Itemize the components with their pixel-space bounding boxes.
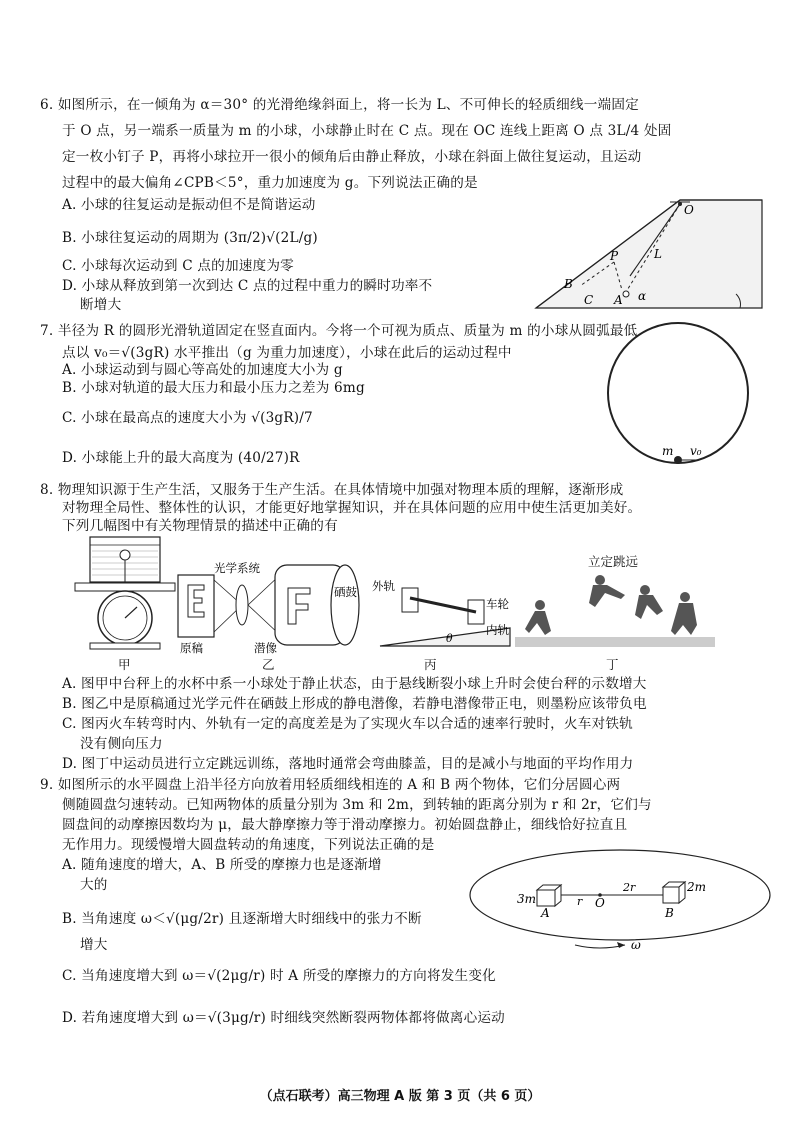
caption-bing: 丙 bbox=[424, 657, 437, 672]
q8-option-d: D. 图丁中运动员进行立定跳远训练，落地时通常会弯曲膝盖，目的是减小与地面的平均作用力 bbox=[62, 756, 634, 772]
fig-label-r: r bbox=[577, 895, 583, 908]
fig-label-v0: v₀ bbox=[690, 444, 702, 458]
q9-option-b-cont: 增大 bbox=[80, 937, 108, 953]
figure-yi-copier bbox=[170, 560, 370, 655]
q9-line-4: 无作用力。现缓慢增大圆盘转动的角速度，下列说法正确的是 bbox=[62, 837, 435, 853]
q8-option-c: C. 图丙火车转弯时内、外轨有一定的高度差是为了实现火车以合适的速率行驶时，火车对铁轨 bbox=[62, 716, 633, 732]
q8-line-2: 对物理全局性、整体性的认识，才能更好地掌握知识，并在具体问题的应用中使生活更加美好。 bbox=[62, 500, 642, 516]
page-footer: （点石联考）高三物理 A 版 第 3 页（共 6 页） bbox=[259, 1089, 541, 1104]
q9-option-c: C. 当角速度增大到 ω＝√(2μg/r) 时 A 所受的摩擦力的方向将发生变化 bbox=[62, 968, 496, 984]
q9-line-3: 圆盘间的动摩擦因数均为 μ，最大静摩擦力等于滑动摩擦力。初始圆盘静止，细线恰好拉直且 bbox=[62, 817, 628, 833]
q6-option-a: A. 小球的往复运动是振动但不是简谐运动 bbox=[62, 197, 316, 213]
q7-option-b: B. 小球对轨道的最大压力和最小压力之差为 6mg bbox=[62, 380, 365, 396]
label-optical: 光学系统 bbox=[214, 561, 260, 575]
q6-line-4: 过程中的最大偏角∠CPB＜5°，重力加速度为 g。下列说法正确的是 bbox=[62, 175, 478, 191]
q6-line-3: 定一枚小钉子 P，再将小球拉开一很小的倾角后由静止释放，小球在斜面上做往复运动，且运动 bbox=[62, 149, 642, 165]
q8-option-c-cont: 没有侧向压力 bbox=[80, 736, 163, 752]
label-inner: 内轨 bbox=[486, 623, 509, 637]
caption-yi: 乙 bbox=[262, 657, 275, 672]
fig-label-block-b: B bbox=[665, 906, 674, 920]
fig-label-p: P bbox=[610, 249, 619, 263]
label-wheel: 车轮 bbox=[486, 597, 509, 611]
q6-option-c: C. 小球每次运动到 C 点的加速度为零 bbox=[62, 258, 294, 274]
q6-option-d-cont: 断增大 bbox=[80, 297, 122, 313]
fig-label-omega: ω bbox=[631, 938, 641, 952]
label-outer: 外轨 bbox=[372, 579, 395, 593]
label-theta: θ bbox=[446, 632, 453, 645]
fig-label-2m: 2m bbox=[687, 880, 707, 894]
figure-bing-train bbox=[370, 570, 520, 650]
q8-option-b: B. 图乙中是原稿通过光学元件在硒鼓上形成的静电潜像，若静电潜像带正电，则墨粉应该带负电 bbox=[62, 696, 647, 712]
label-drum: 硒鼓 bbox=[334, 585, 357, 599]
circular-track-figure bbox=[600, 315, 760, 475]
caption-jia: 甲 bbox=[118, 657, 131, 672]
q6-line-1: 6. 如图所示，在一倾角为 α＝30° 的光滑绝缘斜面上，将一长为 L、不可伸长的轻质细线一端固定 bbox=[40, 97, 639, 113]
q7-option-a: A. 小球运动到与圆心等高处的加速度大小为 g bbox=[62, 362, 343, 378]
caption-ding: 丁 bbox=[606, 657, 619, 672]
q7-option-d: D. 小球能上升的最大高度为 (40/27)R bbox=[62, 450, 300, 466]
figure-jia-scale bbox=[70, 535, 180, 650]
label-jump-title: 立定跳远 bbox=[588, 554, 639, 569]
fig-label-3m: 3m bbox=[517, 892, 537, 906]
q6-option-d: D. 小球从释放到第一次到达 C 点的过程中重力的瞬时功率不 bbox=[62, 278, 433, 294]
fig-label-alpha: α bbox=[638, 289, 647, 303]
q9-option-a: A. 随角速度的增大，A、B 所受的摩擦力也是逐渐增 bbox=[62, 857, 382, 873]
fig-label-b: B bbox=[564, 277, 573, 291]
q7-line-1: 7. 半径为 R 的圆形光滑轨道固定在竖直面内。今将一个可视为质点、质量为 m 的小球从圆弧最低 bbox=[40, 323, 638, 339]
q9-line-2: 侧随圆盘匀速转动。已知两物体的质量分别为 3m 和 2m，到转轴的距离分别为 r 和 2r，它们与 bbox=[62, 797, 652, 813]
q8-line-1: 8. 物理知识源于生产生活，又服务于生产生活。在具体情境中加强对物理本质的理解，逐渐形成 bbox=[40, 482, 624, 498]
fig-label-l: L bbox=[654, 247, 662, 261]
q7-option-c: C. 小球在最高点的速度大小为 √(3gR)/7 bbox=[62, 410, 313, 426]
rotating-disk-figure bbox=[465, 845, 775, 955]
q9-line-1: 9. 如图所示的水平圆盘上沿半径方向放着用轻质细线相连的 A 和 B 两个物体，它们分居圆心两 bbox=[40, 777, 621, 793]
q8-line-3: 下列几幅图中有关物理情景的描述中正确的有 bbox=[62, 518, 338, 534]
label-latent: 潜像 bbox=[254, 641, 277, 655]
q8-option-a: A. 图甲中台秤上的水杯中系一小球处于静止状态，由于悬线断裂小球上升时会使台秤的示数增大 bbox=[62, 676, 647, 692]
fig-label-2r: 2r bbox=[623, 881, 636, 894]
q9-option-a-cont: 大的 bbox=[80, 877, 108, 893]
fig-label-m: m bbox=[662, 444, 674, 458]
label-original: 原稿 bbox=[180, 641, 203, 655]
fig-label-center: O bbox=[595, 896, 605, 910]
q9-option-b: B. 当角速度 ω＜√(μg/2r) 且逐渐增大时细线中的张力不断 bbox=[62, 911, 422, 927]
fig-label-o: O bbox=[684, 203, 694, 217]
q6-line-2: 于 O 点，另一端系一质量为 m 的小球，小球静止时在 C 点。现在 OC 连线上距离 O 点 3L/4 处固 bbox=[62, 123, 672, 139]
incline-figure bbox=[530, 190, 770, 312]
q6-option-b: B. 小球往复运动的周期为 (3π/2)√(2L/g) bbox=[62, 230, 318, 246]
q9-option-d: D. 若角速度增大到 ω＝√(3μg/r) 时细线突然断裂两物体都将做离心运动 bbox=[62, 1010, 505, 1026]
q7-line-2: 点以 v₀＝√(3gR) 水平推出（g 为重力加速度），小球在此后的运动过程中 bbox=[62, 345, 512, 361]
fig-label-c: C bbox=[584, 293, 594, 307]
fig-label-a: A bbox=[614, 293, 623, 307]
fig-label-block-a: A bbox=[541, 906, 550, 920]
